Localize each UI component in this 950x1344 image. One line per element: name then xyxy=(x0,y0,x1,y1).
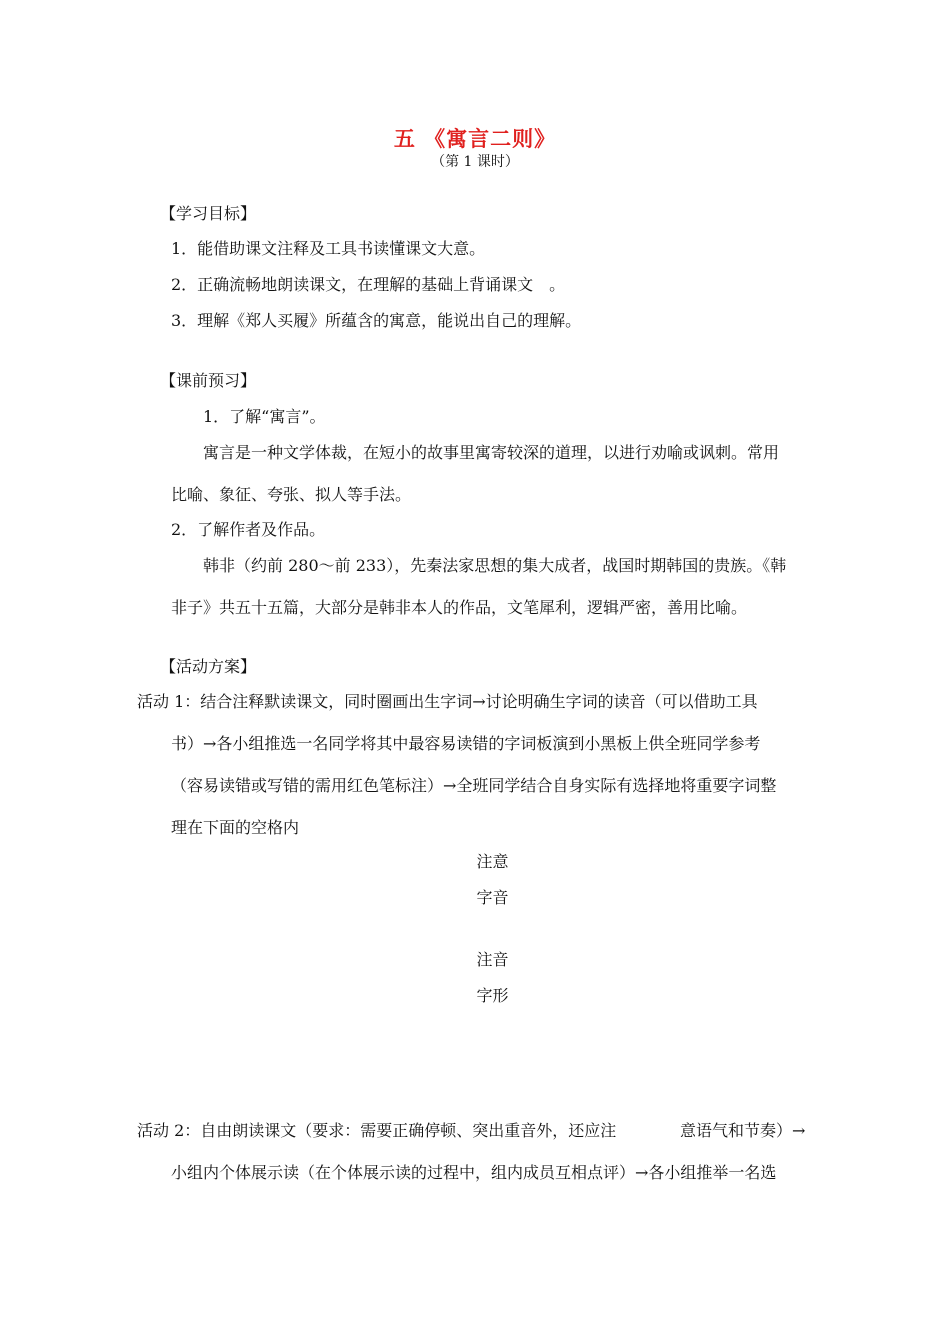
lesson-title: 五 《寓言二则》 xyxy=(393,126,557,151)
objectives-heading: 【学习目标】 xyxy=(160,204,257,223)
activity-1-line-2: 书）→各小组推选一名同学将其中最容易读错的字词板演到小黑板上供全班同学参考 xyxy=(171,734,761,753)
table-label-phonetic: 注音 xyxy=(476,950,509,969)
activity-1-line-4: 理在下面的空格内 xyxy=(171,818,300,837)
preview-heading: 【课前预习】 xyxy=(160,371,257,390)
activity-2-line-2: 小组内个体展示读（在个体展示读的过程中，组内成员互相点评）→各小组推举一名选 xyxy=(171,1163,777,1182)
preview-item-2-text: 韩非（约前 280～前 233），先秦法家思想的集大成者，战国时期韩国的贵族。《韩 xyxy=(203,556,787,575)
preview-item-2-title: 2．了解作者及作品。 xyxy=(171,520,326,539)
table-label-pronunciation: 字音 xyxy=(476,888,509,907)
objective-item-3: 3．理解《郑人买履》所蕴含的寓意，能说出自己的理解。 xyxy=(171,311,582,330)
activity-1-line-1: 活动 1：结合注释默读课文，同时圈画出生字词→讨论明确生字词的读音（可以借助工具 xyxy=(137,692,758,711)
preview-item-1-title: 1．了解“寓言”。 xyxy=(203,407,326,426)
lesson-subtitle: （第 1 课时） xyxy=(431,154,519,170)
objective-item-1: 1．能借助课文注释及工具书读懂课文大意。 xyxy=(171,239,486,258)
activities-heading: 【活动方案】 xyxy=(160,657,257,676)
preview-item-1-text: 寓言是一种文学体裁，在短小的故事里寓寄较深的道理，以进行劝喻或讽刺。常用 xyxy=(203,443,780,462)
activity-2-line-1b: 意语气和节奏）→ xyxy=(680,1121,806,1140)
objective-item-2: 2．正确流畅地朗读课文，在理解的基础上背诵课文 。 xyxy=(171,275,566,294)
preview-item-1-text-cont: 比喻、象征、夸张、拟人等手法。 xyxy=(171,485,412,504)
preview-item-2-text-cont: 非子》共五十五篇，大部分是韩非本人的作品，文笔犀利，逻辑严密，善用比喻。 xyxy=(171,598,748,617)
activity-1-line-3: （容易读错或写错的需用红色笔标注）→全班同学结合自身实际有选择地将重要字词整 xyxy=(171,776,777,795)
activity-2-line-1a: 活动 2：自由朗读课文（要求：需要正确停顿、突出重音外，还应注 xyxy=(137,1121,617,1140)
table-label-attention: 注意 xyxy=(476,852,509,871)
table-label-glyph: 字形 xyxy=(476,986,509,1005)
